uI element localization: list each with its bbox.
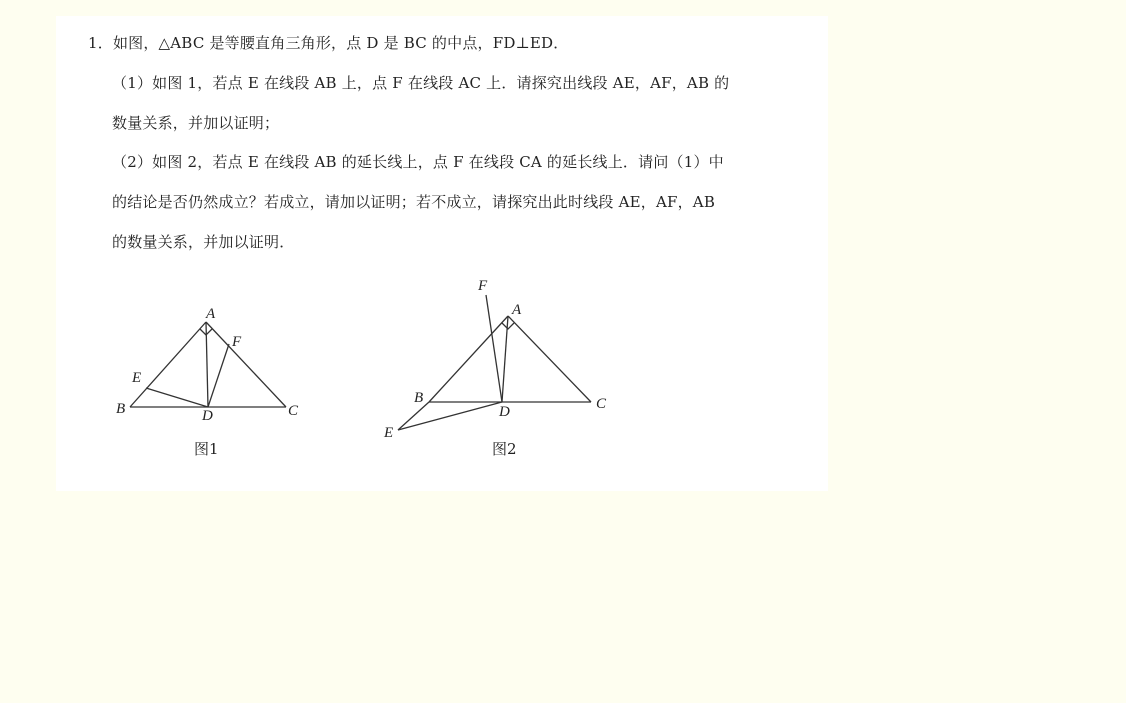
fig2-label-a: A bbox=[512, 302, 522, 318]
fig1-label-b: B bbox=[116, 401, 126, 417]
fig1-label-f: F bbox=[232, 334, 242, 350]
fig2-label-d: D bbox=[499, 404, 510, 420]
problem-statement: 1．如图，△ABC 是等腰直角三角形，点 D 是 BC 的中点，FD⊥ED． bbox=[88, 34, 569, 52]
fig1-label-c: C bbox=[288, 403, 299, 419]
part-2-text: （2）如图 2，若点 E 在线段 AB 的延长线上，点 F 在线段 CA 的延长线上．请问（1）中 bbox=[112, 153, 724, 171]
fig1-label-e: E bbox=[132, 370, 142, 386]
part-2-text-end: 的数量关系，并加以证明． bbox=[112, 233, 295, 251]
fig2-label-f: F bbox=[478, 278, 488, 294]
fig2-label-c: C bbox=[596, 396, 607, 412]
fig2-segment-ac bbox=[508, 316, 591, 402]
fig1-label-d: D bbox=[202, 408, 213, 424]
part-1-text: （1）如图 1，若点 E 在线段 AB 上，点 F 在线段 AC 上．请探究出线段 AE，AF，AB 的 bbox=[112, 74, 730, 92]
part-2-text-cont: 的结论是否仍然成立？若成立，请加以证明；若不成立，请探究出此时线段 AE，AF，AB bbox=[112, 193, 716, 211]
part-1-text-cont: 数量关系，并加以证明； bbox=[112, 114, 280, 132]
figure-2 bbox=[56, 16, 828, 491]
fig2-label-e: E bbox=[384, 425, 394, 441]
fig2-label-b: B bbox=[414, 390, 424, 406]
figure-2-caption: 图2 bbox=[492, 440, 517, 458]
problem-sheet bbox=[56, 16, 828, 491]
fig2-segment-fd bbox=[486, 295, 502, 402]
fig1-label-a: A bbox=[206, 306, 216, 322]
figure-2-segments bbox=[398, 295, 591, 430]
figure-1-caption: 图1 bbox=[194, 440, 219, 458]
